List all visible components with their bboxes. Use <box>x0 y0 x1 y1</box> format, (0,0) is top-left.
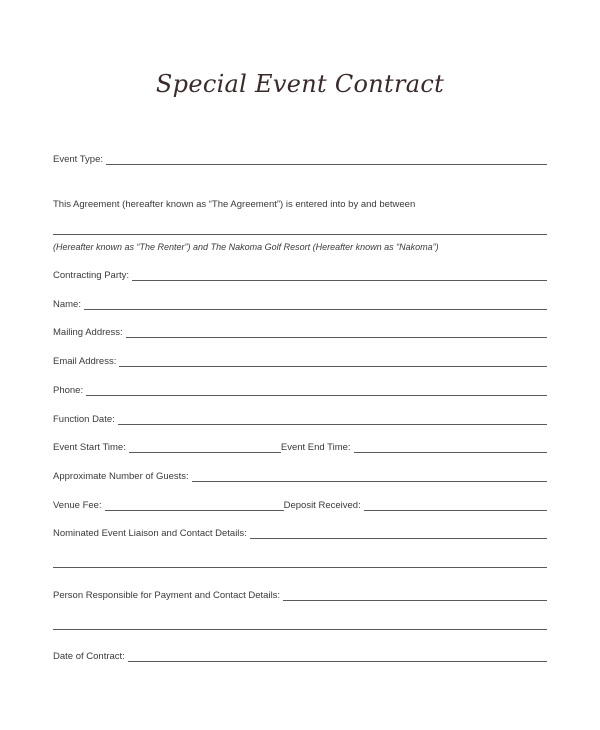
approx-guests-label: Approximate Number of Guests: <box>53 471 189 482</box>
contracting-party-label: Contracting Party: <box>53 270 130 281</box>
event-start-time-field[interactable] <box>129 451 281 453</box>
agreement-text: This Agreement (hereafter known as “The Agreement”) is entered into by and between <box>53 199 416 210</box>
function-date-field[interactable] <box>118 423 547 425</box>
date-of-contract-label: Date of Contract: <box>53 651 125 662</box>
deposit-received-label: Deposit Received: <box>283 500 361 511</box>
renter-note-row <box>53 237 547 253</box>
event-end-time-field[interactable] <box>354 451 547 453</box>
email-address-label: Email Address: <box>53 356 117 367</box>
contracting-party-field[interactable] <box>132 279 547 281</box>
fees-row <box>53 496 547 512</box>
payment-responsible-row <box>53 586 547 602</box>
name-row <box>53 295 547 311</box>
event-liaison-label: Nominated Event Liaison and Contact Details: <box>53 528 247 539</box>
function-date-label: Function Date: <box>53 414 115 425</box>
venue-fee-label: Venue Fee: <box>53 500 102 511</box>
date-of-contract-row <box>53 647 547 663</box>
event-type-field[interactable] <box>106 163 547 165</box>
email-address-field[interactable] <box>119 365 547 367</box>
document-title: Special Event Contract <box>155 70 445 98</box>
agreement-party-field[interactable] <box>53 234 547 235</box>
name-label: Name: <box>53 299 81 310</box>
mailing-address-field[interactable] <box>126 336 547 338</box>
phone-field[interactable] <box>86 394 547 396</box>
payment-responsible-extra-line[interactable] <box>53 629 547 630</box>
event-liaison-field[interactable] <box>250 537 547 539</box>
payment-responsible-field[interactable] <box>283 599 547 601</box>
event-liaison-row <box>53 524 547 540</box>
event-time-row <box>53 438 547 454</box>
event-liaison-extra-line[interactable] <box>53 567 547 568</box>
mailing-address-label: Mailing Address: <box>53 327 123 338</box>
phone-label: Phone: <box>53 385 84 396</box>
renter-note-text: (Hereafter known as “The Renter”) and The Nakoma Golf Resort (Hereafter known as “Nakoma”) <box>53 242 439 252</box>
deposit-received-field[interactable] <box>364 509 547 511</box>
event-start-time-label: Event Start Time: <box>53 442 126 453</box>
date-of-contract-field[interactable] <box>128 660 547 662</box>
payment-responsible-label: Person Responsible for Payment and Contact Details: <box>53 590 281 601</box>
venue-fee-field[interactable] <box>105 509 284 511</box>
event-type-row <box>53 150 547 166</box>
event-type-label: Event Type: <box>53 154 103 165</box>
contracting-party-row <box>53 266 547 282</box>
email-address-row <box>53 352 547 368</box>
name-field[interactable] <box>84 308 547 310</box>
function-date-row <box>53 410 547 426</box>
agreement-row <box>53 195 547 211</box>
mailing-address-row <box>53 323 547 339</box>
approx-guests-field[interactable] <box>192 480 547 482</box>
approx-guests-row <box>53 467 547 483</box>
phone-row <box>53 381 547 397</box>
event-end-time-label: Event End Time: <box>280 442 351 453</box>
